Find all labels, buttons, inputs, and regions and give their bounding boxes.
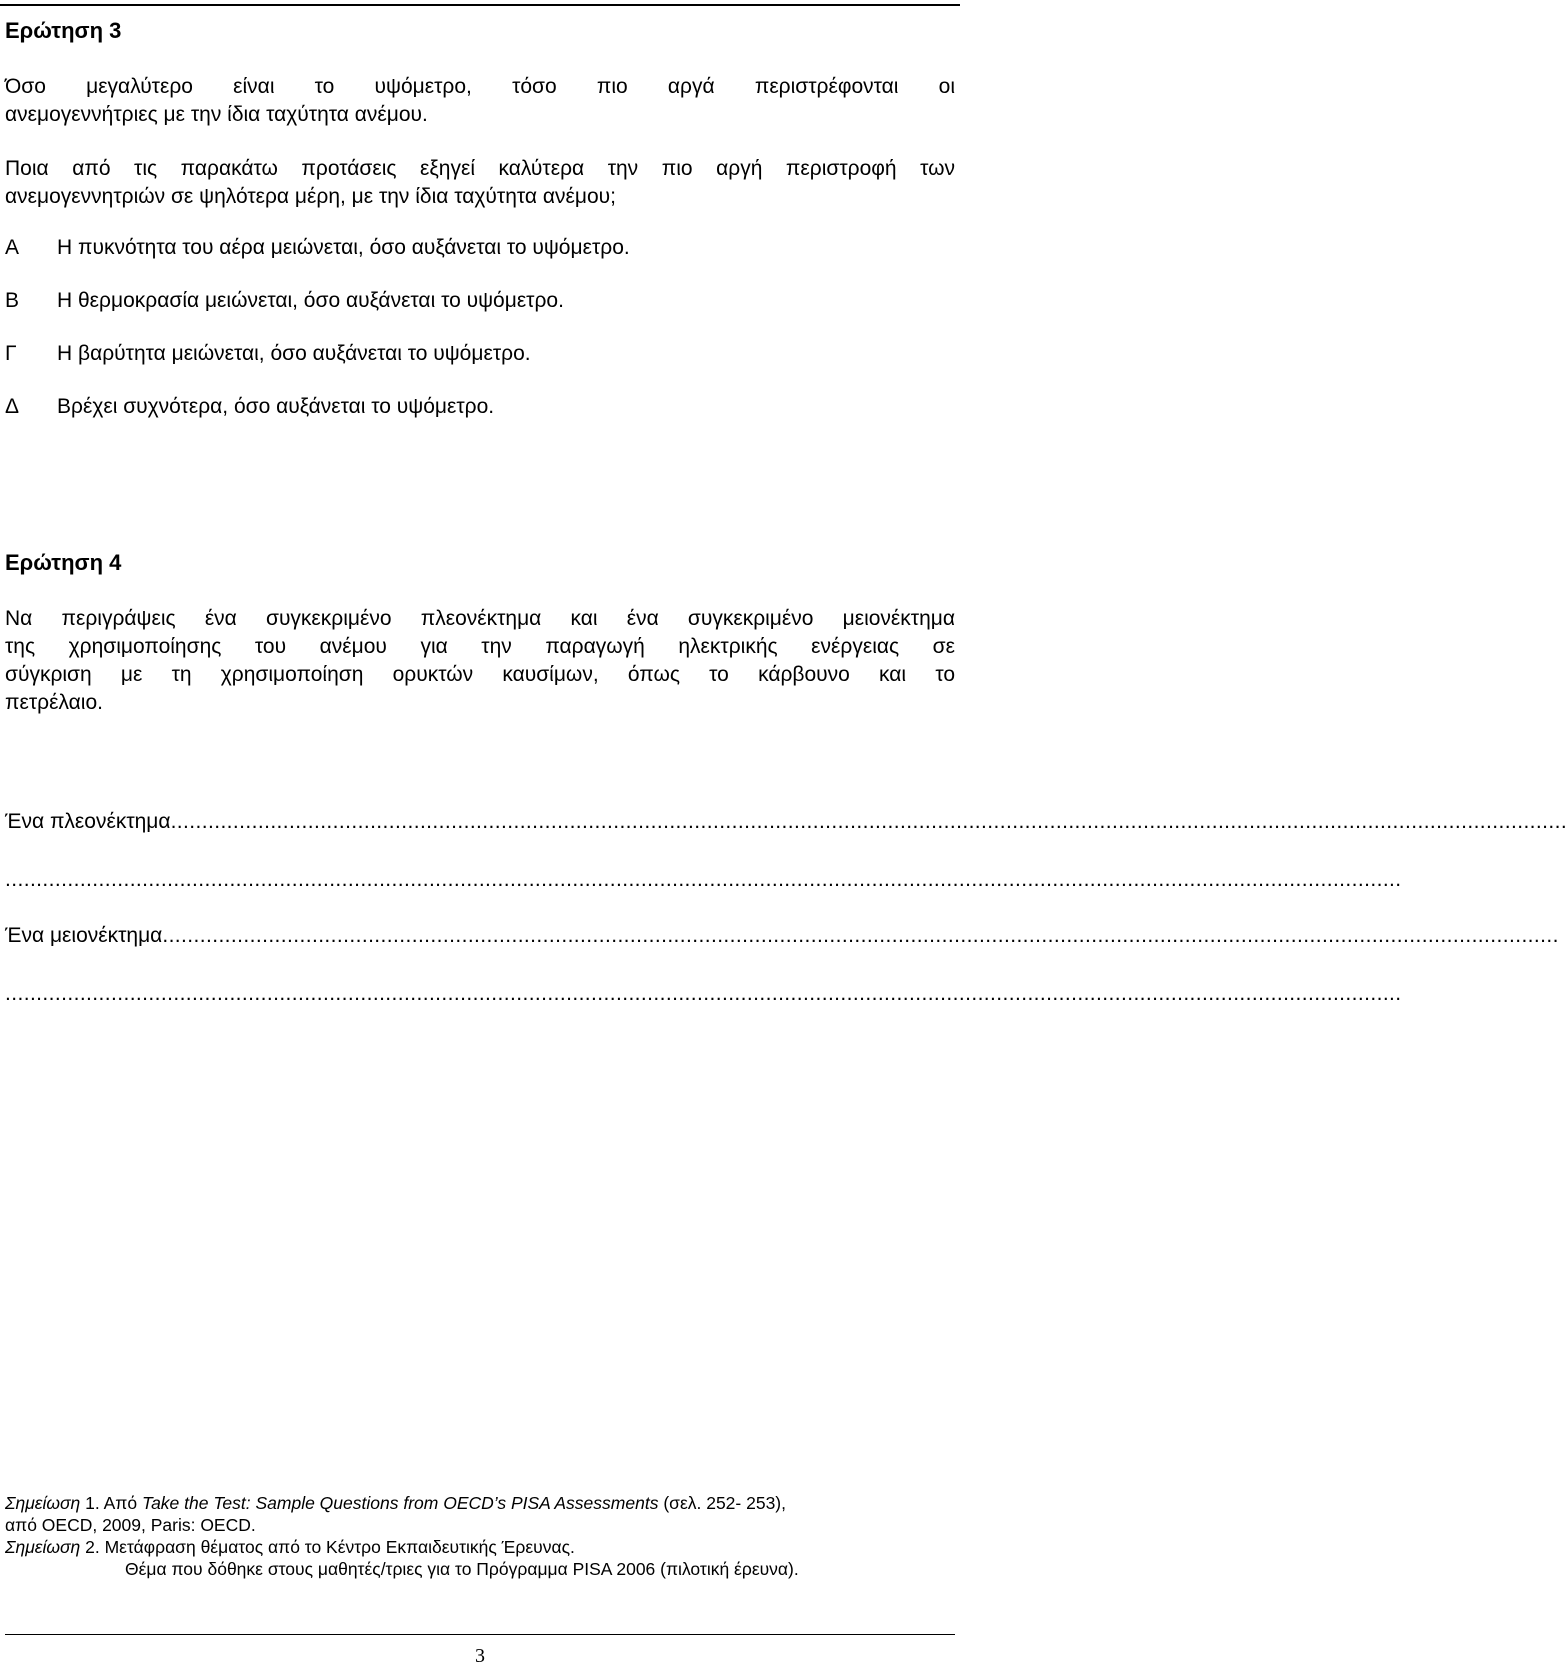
option-a[interactable] <box>5 235 955 261</box>
question-3-prompt-line-1: Ποια από τις παρακάτω προτάσεις εξηγεί καλύτερα την πιο αργή περιστροφή των <box>5 157 955 180</box>
option-b-text: Η θερμοκρασία μειώνεται, όσο αυξάνεται το υψόμετρο. <box>57 289 564 312</box>
note-2-rest: 2. Μετάφραση θέματος από το Κέντρο Εκπαιδευτικής Έρευνας. <box>80 1537 575 1557</box>
note-2-label: Σημείωση <box>5 1537 81 1557</box>
question-4-prompt-line-3: σύγκριση με τη χρησιμοποίηση ορυκτών καυσίμων, όπως το κάρβουνο και το <box>5 663 955 686</box>
note-1-source: Take the Test: Sample Questions from OECD’s PISA Assessments <box>141 1493 659 1513</box>
option-c-letter: Γ <box>5 342 17 365</box>
option-d[interactable] <box>5 394 955 420</box>
disadvantage-continuation-dots: ................................................................................................................................................................................................................................ <box>5 982 1402 1005</box>
question-4-prompt-line-4: πετρέλαιο. <box>5 691 103 714</box>
advantage-label: Ένα πλεονέκτημα <box>5 810 171 833</box>
question-3-intro-line-2: ανεμογεννήτριες με την ίδια ταχύτητα ανέμου. <box>5 103 428 126</box>
note-1-number: 1. Από <box>80 1493 142 1513</box>
note-1 <box>5 1492 955 1514</box>
option-d-text: Βρέχει συχνότερα, όσο αυξάνεται το υψόμετρο. <box>57 395 495 418</box>
disadvantage-answer-line[interactable] <box>5 922 1559 950</box>
note-1-label: Σημείωση <box>5 1493 81 1513</box>
note-1-line-2: από OECD, 2009, Paris: OECD. <box>5 1515 256 1535</box>
footnotes <box>5 1492 955 1580</box>
advantage-dots: ................................................................................................................................................................................................................................ <box>170 810 1567 833</box>
question-3-intro-line-1: Όσο μεγαλύτερο είναι το υψόμετρο, τόσο πιο αργά περιστρέφονται οι <box>5 75 955 98</box>
option-b[interactable] <box>5 288 955 314</box>
question-3-prompt <box>5 155 955 211</box>
advantage-continuation-dots: ................................................................................................................................................................................................................................ <box>5 868 1402 891</box>
disadvantage-label: Ένα μειονέκτημα <box>5 924 163 947</box>
option-c[interactable] <box>5 341 955 367</box>
disadvantage-dots: ................................................................................................................................................................................................................................ <box>162 924 1559 947</box>
question-3-title: Ερώτηση 3 <box>5 18 122 43</box>
note-2-line-2: Θέμα που δόθηκε στους μαθητές/τριες για το Πρόγραμμα PISA 2006 (πιλοτική έρευνα). <box>125 1559 799 1579</box>
option-a-text: Η πυκνότητα του αέρα μειώνεται, όσο αυξάνεται το υψόμετρο. <box>57 236 630 259</box>
note-1-rest: (σελ. 252- 253), <box>658 1493 786 1513</box>
option-d-letter: Δ <box>5 395 20 418</box>
top-rule <box>0 4 960 6</box>
question-3-intro <box>5 73 955 129</box>
advantage-continuation-line[interactable] <box>5 866 1402 894</box>
option-a-letter: A <box>5 236 20 259</box>
page-number: 3 <box>475 1645 485 1667</box>
question-3-prompt-line-2: ανεμογεννητριών σε ψηλότερα μέρη, με την ίδια ταχύτητα ανέμου; <box>5 185 616 208</box>
footer-rule <box>5 1634 955 1635</box>
option-b-letter: B <box>5 289 20 312</box>
note-2 <box>5 1536 955 1558</box>
question-4-prompt-line-2: της χρησιμοποίησης του ανέμου για την παραγωγή ηλεκτρικής ενέργειας σε <box>5 635 955 658</box>
question-4-prompt <box>5 605 955 717</box>
advantage-answer-line[interactable] <box>5 808 1567 836</box>
question-4-prompt-line-1: Να περιγράψεις ένα συγκεκριμένο πλεονέκτημα και ένα συγκεκριμένο μειονέκτημα <box>5 607 955 630</box>
disadvantage-continuation-line[interactable] <box>5 980 1402 1008</box>
option-c-text: Η βαρύτητα μειώνεται, όσο αυξάνεται το υψόμετρο. <box>57 342 531 365</box>
question-4-title: Ερώτηση 4 <box>5 550 122 575</box>
